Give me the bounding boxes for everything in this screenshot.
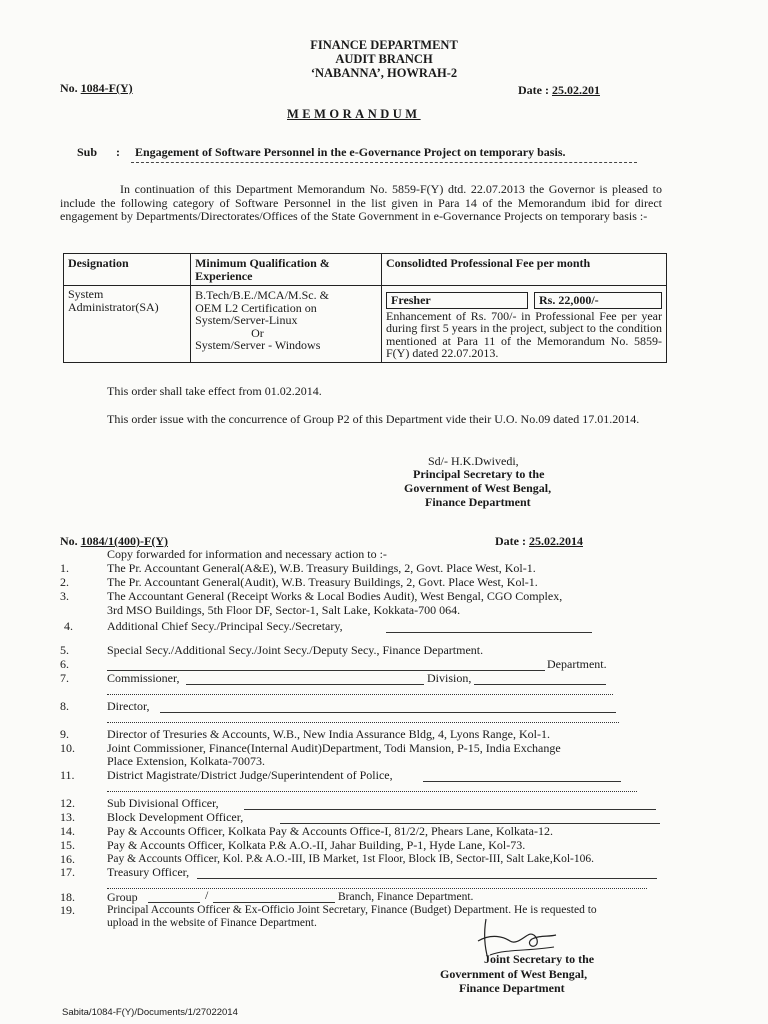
footer-reference: Sabita/1084-F(Y)/Documents/1/27022014 — [62, 1007, 238, 1018]
list-item: District Magistrate/District Judge/Superintendent of Police, — [107, 768, 393, 782]
qual-line: B.Tech/B.E./MCA/M.Sc. & — [195, 288, 329, 302]
list-item-number: 10. — [60, 741, 75, 755]
sig-title-2: Government of West Bengal, — [404, 481, 552, 495]
dept-name: FINANCE DEPARTMENT — [310, 38, 458, 52]
memo-title: MEMORANDUM — [287, 107, 421, 121]
list-item: Pay & Accounts Officer, Kolkata P.& A.O.-II, Jahar Building, P-1, Hyde Lane, Kol-73. — [107, 838, 526, 852]
fee-value: Rs. 22,000/- — [534, 292, 662, 309]
fill-line — [423, 781, 621, 782]
list-item-number: 16. — [60, 852, 75, 866]
copy-number: No. 1084/1(400)-F(Y) — [60, 534, 168, 548]
list-item-number: 5. — [60, 643, 69, 657]
memo-date: Date : 25.02.201 — [518, 83, 600, 97]
sig-title-1: Principal Secretary to the — [413, 467, 545, 481]
joint-sig-title-2: Government of West Bengal, — [440, 967, 588, 981]
fill-line — [474, 684, 606, 685]
fill-line — [107, 722, 619, 723]
qual-line: OEM L2 Certification on — [195, 300, 317, 315]
fill-line — [197, 878, 657, 879]
fee-text: Enhancement of Rs. 700/- in Professional Fee per year during first 5 years in the project, subject to the condition mentioned at Para 11 of the Memorandum No. 5859-F(Y) dated 22.07.2013. — [386, 308, 662, 360]
office-address: ‘NABANNA’, HOWRAH-2 — [310, 66, 458, 80]
designation-cell: System Administrator(SA) — [64, 286, 191, 363]
list-item-number: 1. — [60, 561, 69, 575]
list-item: Special Secy./Additional Secy./Joint Secy./Deputy Secy., Finance Department. — [107, 643, 484, 657]
fill-line — [386, 632, 592, 633]
list-item-number: 9. — [60, 727, 69, 741]
group-slash: / — [205, 888, 209, 902]
subject-underline — [131, 162, 637, 163]
fill-line — [107, 791, 637, 792]
list-item: The Accountant General (Receipt Works & Local Bodies Audit), West Bengal, CGO Complex, — [107, 589, 563, 603]
list-item-continuation: 3rd MSO Buildings, 5th Floor DF, Sector-1, Salt Lake, Kokkata-700 064. — [107, 603, 461, 617]
concurrence-paragraph: This order issue with the concurrence of Group P2 of this Department vide their U.O. No.09 dated 17.01.2014. — [107, 412, 640, 426]
fill-line — [213, 902, 335, 903]
table-header-cell: Minimum Qualification & Experience — [191, 254, 382, 286]
branch-name: AUDIT BRANCH — [335, 52, 433, 66]
sd-name: Sd/- H.K.Dwivedi, — [428, 454, 519, 468]
personnel-table — [63, 253, 667, 363]
list-item: Joint Commissioner, Finance(Internal Audit)Department, Todi Mansion, P-15, India Exchange — [107, 741, 561, 755]
list-item-number: 15. — [60, 838, 75, 852]
sig-title-3: Finance Department — [425, 495, 531, 509]
list-item-number: 3. — [60, 589, 69, 603]
list-item: Principal Accounts Officer & Ex-Officio Joint Secretary, Finance (Budget) Department. He is requested to — [107, 904, 597, 916]
fill-line — [148, 902, 200, 903]
list-item-number: 11. — [60, 768, 75, 782]
fee-row — [386, 292, 662, 309]
fill-line — [160, 712, 616, 713]
list-item-number: 18. — [60, 890, 75, 904]
list-item-number: 14. — [60, 824, 75, 838]
list-item: The Pr. Accountant General(A&E), W.B. Treasury Buildings, 2, Govt. Place West, Kol-1. — [107, 561, 536, 575]
fill-line — [107, 694, 613, 695]
memo-number: No. 1084-F(Y) — [60, 81, 133, 95]
list-item: Pay & Accounts Officer, Kolkata Pay & Accounts Office-I, 81/2/2, Phears Lane, Kolkata-12. — [107, 824, 553, 838]
list-item-number: 19. — [60, 903, 75, 917]
list-item-number: 8. — [60, 699, 69, 713]
body-paragraph: In continuation of this Department Memorandum No. 5859-F(Y) dtd. 22.07.2013 the Governor is pleased to include the following category of Software Personnel in the list given in Para 14 of the Memorandum ibid for direct engagement by Departments/Directorates/Offices of the State Government in e-Governance Projects on temporary basis :- — [60, 182, 662, 223]
list-item-number: 6. — [60, 657, 69, 671]
list-item: Sub Divisional Officer, — [107, 796, 219, 810]
effect-line: This order shall take effect from 01.02.2014. — [107, 384, 322, 398]
list-item-number: 17. — [60, 865, 75, 879]
joint-sig-title-1: Joint Secretary to the — [484, 952, 595, 966]
table-header-row — [64, 254, 667, 286]
copy-intro: Copy forwarded for information and necessary action to :- — [107, 547, 387, 561]
copy-date: Date : 25.02.2014 — [495, 534, 583, 548]
list-item: Group — [107, 890, 138, 904]
list-item-number: 2. — [60, 575, 69, 589]
list-item-continuation: Branch, Finance Department. — [338, 891, 474, 903]
subject-colon: : — [116, 145, 120, 159]
qualification-cell — [191, 286, 382, 363]
fee-label: Fresher — [386, 292, 528, 309]
table-header-cell: Consolidted Professional Fee per month — [382, 254, 667, 286]
fill-line — [107, 888, 647, 889]
list-item: Pay & Accounts Officer, Kol. P.& A.O.-III, IB Market, 1st Floor, Block IB, Sector-III, Salt Lake,Kol-106. — [107, 853, 594, 865]
table-header-cell: Designation — [64, 254, 191, 286]
list-item: Director of Tresuries & Accounts, W.B., New India Assurance Bldg, 4, Lyons Range, Kol-1. — [107, 727, 550, 741]
qual-line: Or — [251, 325, 264, 340]
fill-line — [244, 809, 656, 810]
list-item: Block Development Officer, — [107, 810, 244, 824]
list-item: Department. — [547, 657, 607, 671]
qual-line: System/Server-Linux — [195, 313, 298, 327]
list-item: Additional Chief Secy./Principal Secy./Secretary, — [107, 619, 343, 633]
fee-cell — [382, 286, 667, 363]
list-item-continuation: Division, — [427, 671, 472, 685]
joint-sig-title-3: Finance Department — [459, 981, 565, 995]
list-item: The Pr. Accountant General(Audit), W.B. Treasury Buildings, 2, Govt. Place West, Kol-1. — [107, 575, 538, 589]
list-item-continuation: Place Extension, Kolkata-70073. — [107, 754, 265, 768]
fill-line — [186, 684, 424, 685]
subject-text: Engagement of Software Personnel in the e-Governance Project on temporary basis. — [135, 145, 566, 159]
list-item-number: 12. — [60, 796, 75, 810]
table-row — [64, 286, 667, 363]
list-item-continuation: upload in the website of Finance Department. — [107, 917, 317, 929]
list-item: Director, — [107, 699, 150, 713]
list-item-number: 7. — [60, 671, 69, 685]
list-item: Treasury Officer, — [107, 865, 190, 879]
qual-line: System/Server - Windows — [195, 338, 321, 352]
list-item: Commissioner, — [107, 671, 180, 685]
list-item-number: 13. — [60, 810, 75, 824]
list-item-number: 4. — [64, 619, 73, 633]
subject-label: Sub — [77, 145, 98, 159]
